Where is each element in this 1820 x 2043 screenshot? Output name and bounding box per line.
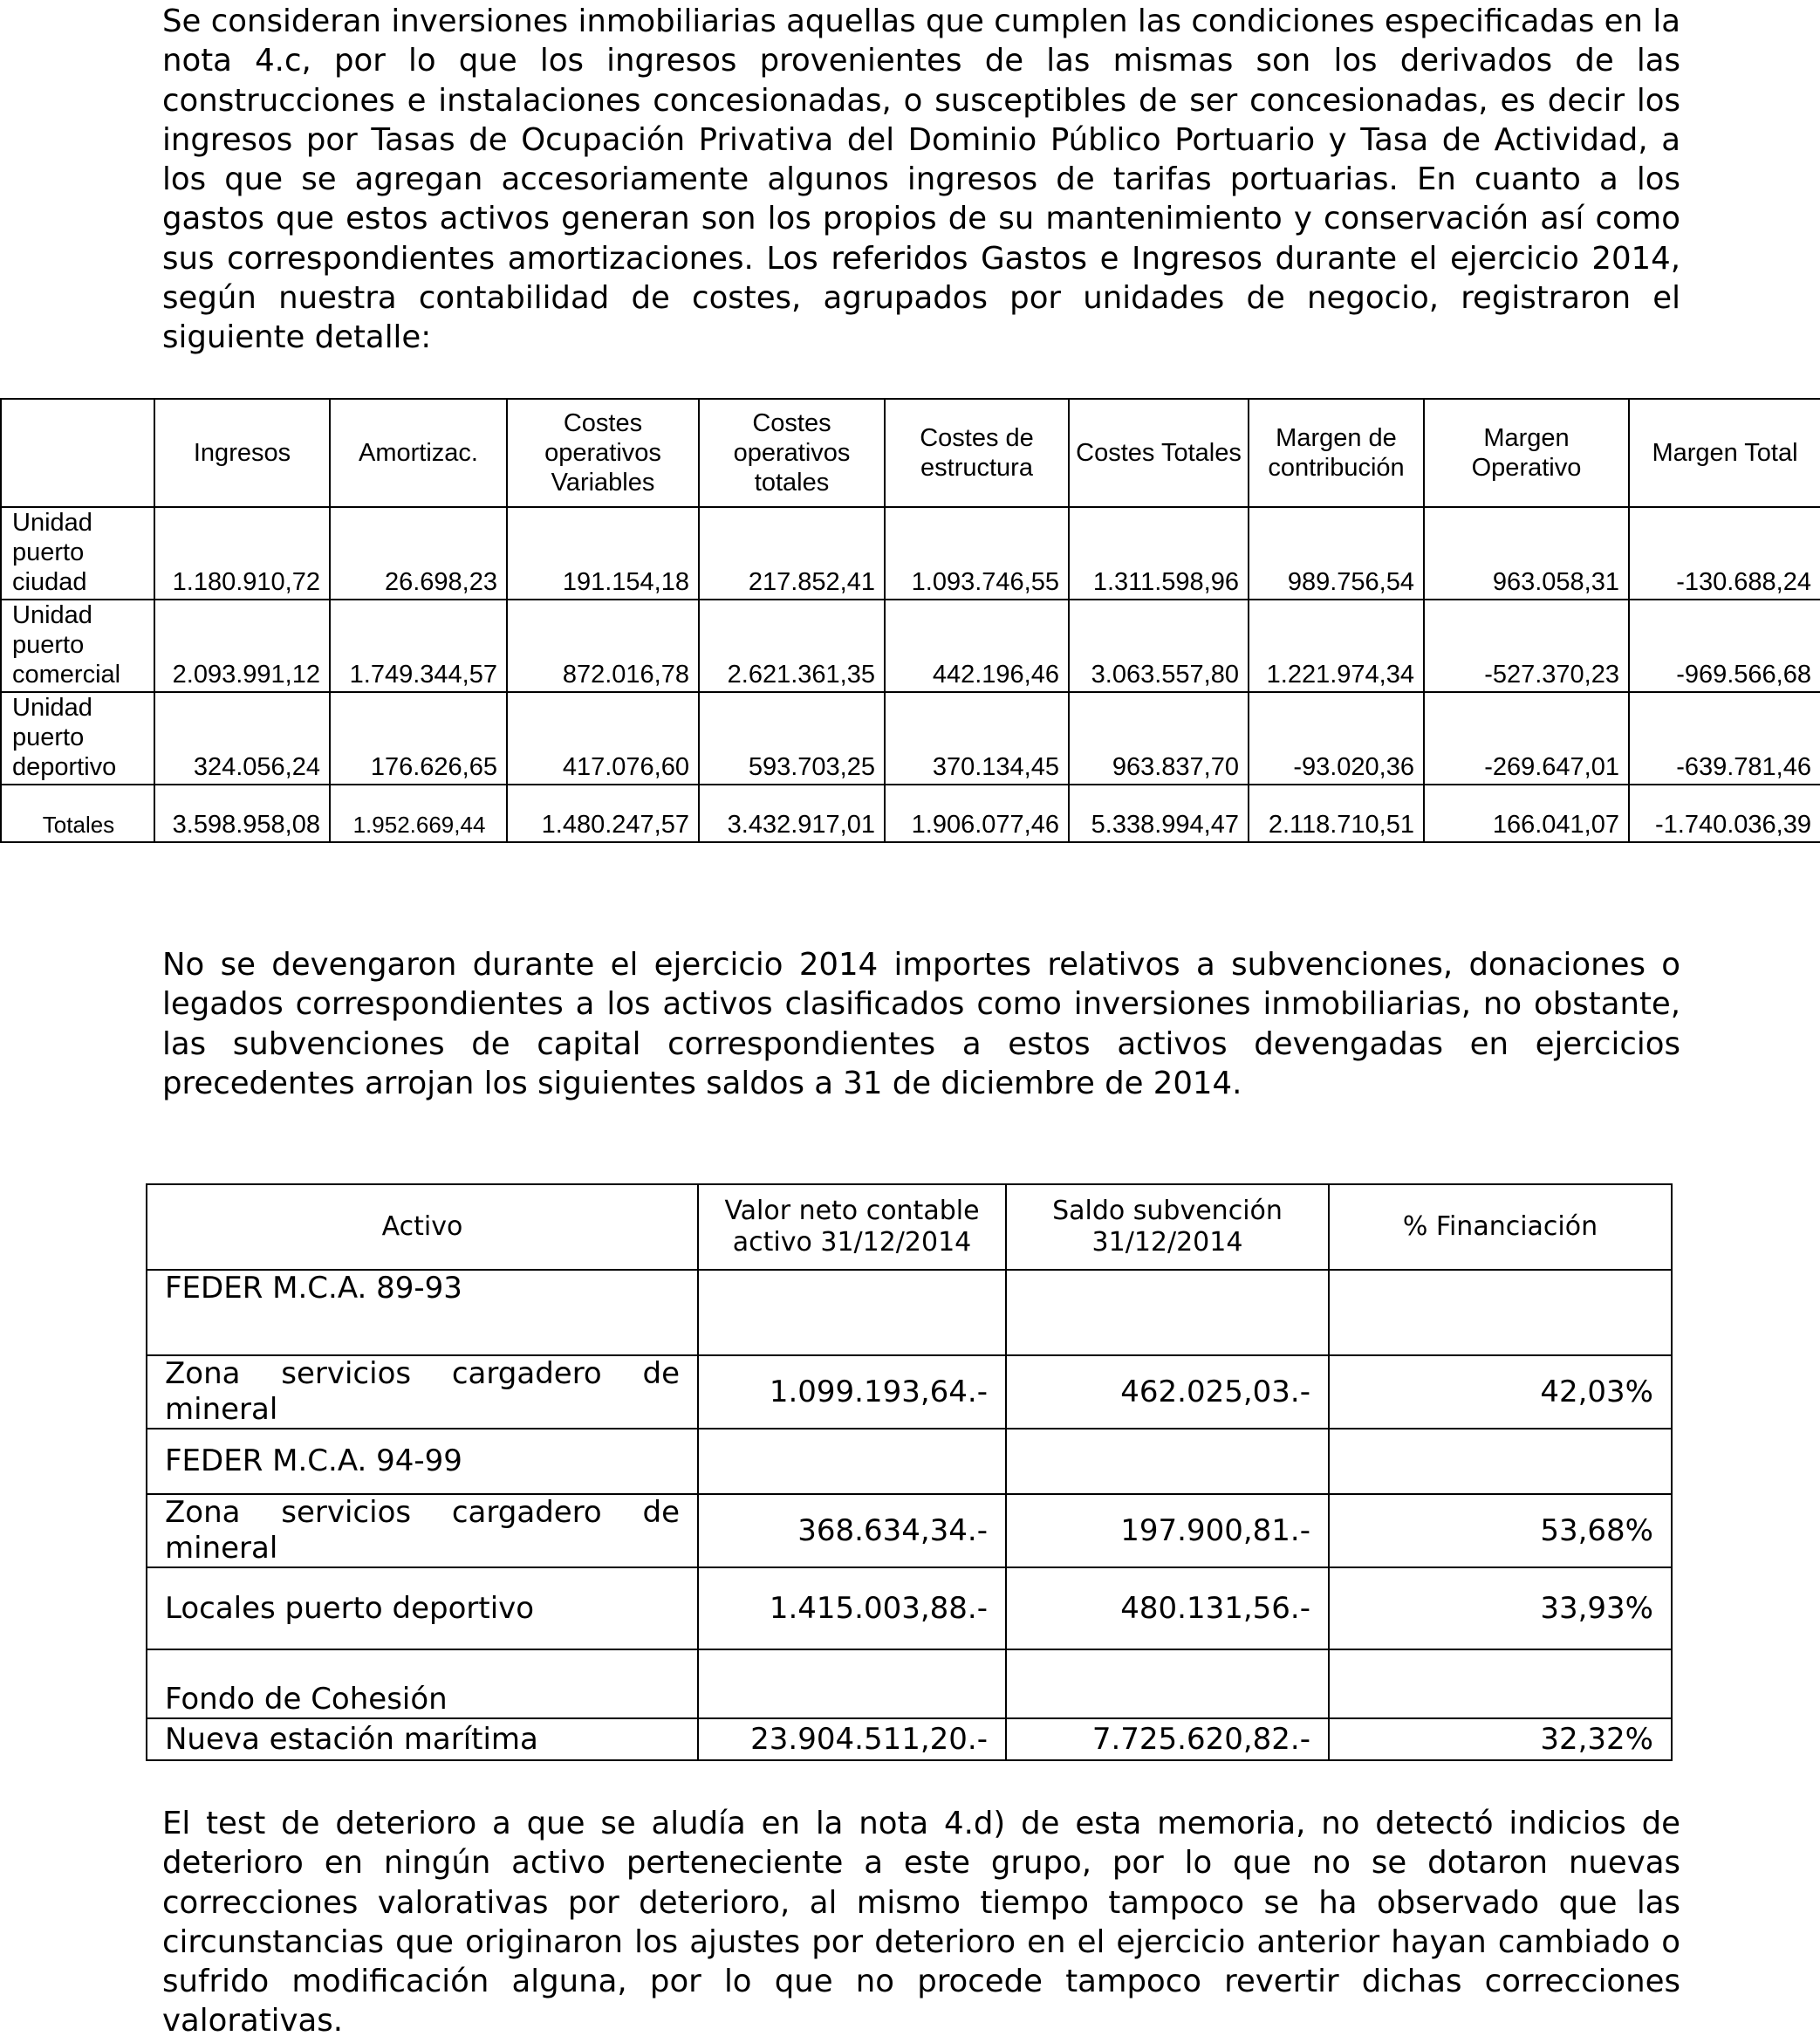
cell-value: 32,32%: [1329, 1718, 1672, 1760]
row-label: Unidad puerto deportivo: [1, 692, 154, 785]
table-row: [1, 507, 1820, 600]
header-costes-operativos-totales: Costes operativos totales: [699, 399, 885, 507]
cell-value: [1006, 1649, 1329, 1718]
cell-value: 176.626,65: [330, 692, 507, 785]
table-row: [1, 600, 1820, 692]
cell-value: 1.221.974,34: [1249, 600, 1424, 692]
header-margen-operativo: Margen Operativo: [1424, 399, 1629, 507]
table-row: [147, 1567, 1672, 1649]
cost-table: [0, 398, 1820, 843]
cell-value: [1329, 1270, 1672, 1355]
cell-value: 26.698,23: [330, 507, 507, 600]
header-costes-estructura: Costes de estructura: [885, 399, 1069, 507]
subsidy-header-row: [147, 1184, 1672, 1270]
cell-value: [1329, 1429, 1672, 1494]
intro-paragraph: Se consideran inversiones inmobiliarias aquellas que cumplen las condiciones especificadas en la nota 4.c, por lo que los ingresos provenientes de las mismas son los derivados de las construcciones e instalaciones concesionadas, o susceptibles de ser concesionadas, es decir los ingresos por Tasas de Ocupación Privativa del Dominio Público Portuario y Tasa de Actividad, a los que se agregan accesoriamente algunos ingresos de tarifas portuarias. En cuanto a los gastos que estos activos generan son los propios de su mantenimiento y conservación así como sus correspondientes amortizaciones. Los referidos Gastos e Ingresos durante el ejercicio 2014, según nuestra contabilidad de costes, agrupados por unidades de negocio, registraron el siguiente detalle:: [162, 3, 1680, 356]
deterioro-paragraph: El test de deterioro a que se aludía en la nota 4.d) de esta memoria, no detectó indicios de deterioro en ningún activo perteneciente a este grupo, por lo que no se dotaron nuevas correcciones valorativas por deterioro, al mismo tiempo tampoco se ha observado que las circunstancias que originaron los ajustes por deterioro en el ejercicio anterior hayan cambiado o sufrido modificación alguna, por lo que no procede tampoco revertir dichas correcciones valorativas.: [162, 1806, 1680, 2040]
cell-value: 23.904.511,20.-: [698, 1718, 1006, 1760]
header-financiacion: % Financiación: [1329, 1184, 1672, 1270]
total-value: 1.906.077,46: [885, 785, 1069, 842]
header-margen-contribucion: Margen de contribución: [1249, 399, 1424, 507]
table-row: [147, 1270, 1672, 1355]
cell-value: 197.900,81.-: [1006, 1494, 1329, 1567]
cell-value: 217.852,41: [699, 507, 885, 600]
cell-value: -527.370,23: [1424, 600, 1629, 692]
cell-value: 1.415.003,88.-: [698, 1567, 1006, 1649]
cell-value: 2.621.361,35: [699, 600, 885, 692]
cell-value: -130.688,24: [1629, 507, 1820, 600]
row-label: Zona servicios cargadero de mineral: [147, 1355, 698, 1429]
total-value: 166.041,07: [1424, 785, 1629, 842]
cell-value: 42,03%: [1329, 1355, 1672, 1429]
cell-value: 2.093.991,12: [154, 600, 330, 692]
totals-row: [1, 785, 1820, 842]
table-row: [147, 1355, 1672, 1429]
cell-value: -639.781,46: [1629, 692, 1820, 785]
cell-value: [1006, 1429, 1329, 1494]
cell-value: 1.749.344,57: [330, 600, 507, 692]
row-label: Zona servicios cargadero de mineral: [147, 1494, 698, 1567]
header-margen-total: Margen Total: [1629, 399, 1820, 507]
cell-value: 963.837,70: [1069, 692, 1249, 785]
cell-value: 480.131,56.-: [1006, 1567, 1329, 1649]
row-label: Unidad puerto comercial: [1, 600, 154, 692]
cell-value: 368.634,34.-: [698, 1494, 1006, 1567]
cell-value: 370.134,45: [885, 692, 1069, 785]
row-label: Nueva estación marítima: [147, 1718, 698, 1760]
cell-value: -969.566,68: [1629, 600, 1820, 692]
row-label: FEDER M.C.A. 94-99: [147, 1429, 698, 1494]
cell-value: 324.056,24: [154, 692, 330, 785]
cell-value: 7.725.620,82.-: [1006, 1718, 1329, 1760]
table-row: [147, 1494, 1672, 1567]
cost-table-header-row: [1, 399, 1820, 507]
cell-value: 963.058,31: [1424, 507, 1629, 600]
header-amortizac: Amortizac.: [330, 399, 507, 507]
total-value: -1.740.036,39: [1629, 785, 1820, 842]
cell-value: 1.180.910,72: [154, 507, 330, 600]
table-row: [147, 1649, 1672, 1718]
row-label: Fondo de Cohesión: [147, 1649, 698, 1718]
cell-value: 33,93%: [1329, 1567, 1672, 1649]
cell-value: -269.647,01: [1424, 692, 1629, 785]
corner-cell: [1, 399, 154, 507]
header-costes-totales: Costes Totales: [1069, 399, 1249, 507]
total-value: 5.338.994,47: [1069, 785, 1249, 842]
table-row: [147, 1429, 1672, 1494]
cell-value: 1.099.193,64.-: [698, 1355, 1006, 1429]
cell-value: [698, 1429, 1006, 1494]
cell-value: 593.703,25: [699, 692, 885, 785]
row-label: FEDER M.C.A. 89-93: [147, 1270, 698, 1355]
cell-value: [1329, 1649, 1672, 1718]
table-row: [1, 692, 1820, 785]
subsidy-table: [146, 1183, 1673, 1761]
cell-value: [698, 1270, 1006, 1355]
cell-value: 442.196,46: [885, 600, 1069, 692]
total-value: 1.480.247,57: [507, 785, 699, 842]
cell-value: 989.756,54: [1249, 507, 1424, 600]
cell-value: 417.076,60: [507, 692, 699, 785]
total-value: 1.952.669,44: [330, 785, 507, 842]
cell-value: 1.093.746,55: [885, 507, 1069, 600]
cell-value: 191.154,18: [507, 507, 699, 600]
row-label: Unidad puerto ciudad: [1, 507, 154, 600]
table-row: [147, 1718, 1672, 1760]
cell-value: [698, 1649, 1006, 1718]
header-saldo-subvencion: Saldo subvención 31/12/2014: [1006, 1184, 1329, 1270]
total-value: 3.432.917,01: [699, 785, 885, 842]
header-activo: Activo: [147, 1184, 698, 1270]
cell-value: 872.016,78: [507, 600, 699, 692]
row-label: Locales puerto deportivo: [147, 1567, 698, 1649]
cell-value: 462.025,03.-: [1006, 1355, 1329, 1429]
cell-value: -93.020,36: [1249, 692, 1424, 785]
total-value: 2.118.710,51: [1249, 785, 1424, 842]
header-costes-operativos-variables: Costes operativos Variables: [507, 399, 699, 507]
cell-value: [1006, 1270, 1329, 1355]
subvenciones-paragraph: No se devengaron durante el ejercicio 2014 importes relativos a subvenciones, donaciones o legados correspondientes a los activos clasificados como inversiones inmobiliarias, no obstante, las subvenciones de capital correspondientes a estos activos devengadas en ejercicios precedentes arrojan los siguientes saldos a 31 de diciembre de 2014.: [162, 947, 1680, 1101]
totals-label: Totales: [1, 785, 154, 842]
cell-value: 3.063.557,80: [1069, 600, 1249, 692]
cell-value: 1.311.598,96: [1069, 507, 1249, 600]
header-valor-neto: Valor neto contable activo 31/12/2014: [698, 1184, 1006, 1270]
header-ingresos: Ingresos: [154, 399, 330, 507]
cell-value: 53,68%: [1329, 1494, 1672, 1567]
total-value: 3.598.958,08: [154, 785, 330, 842]
